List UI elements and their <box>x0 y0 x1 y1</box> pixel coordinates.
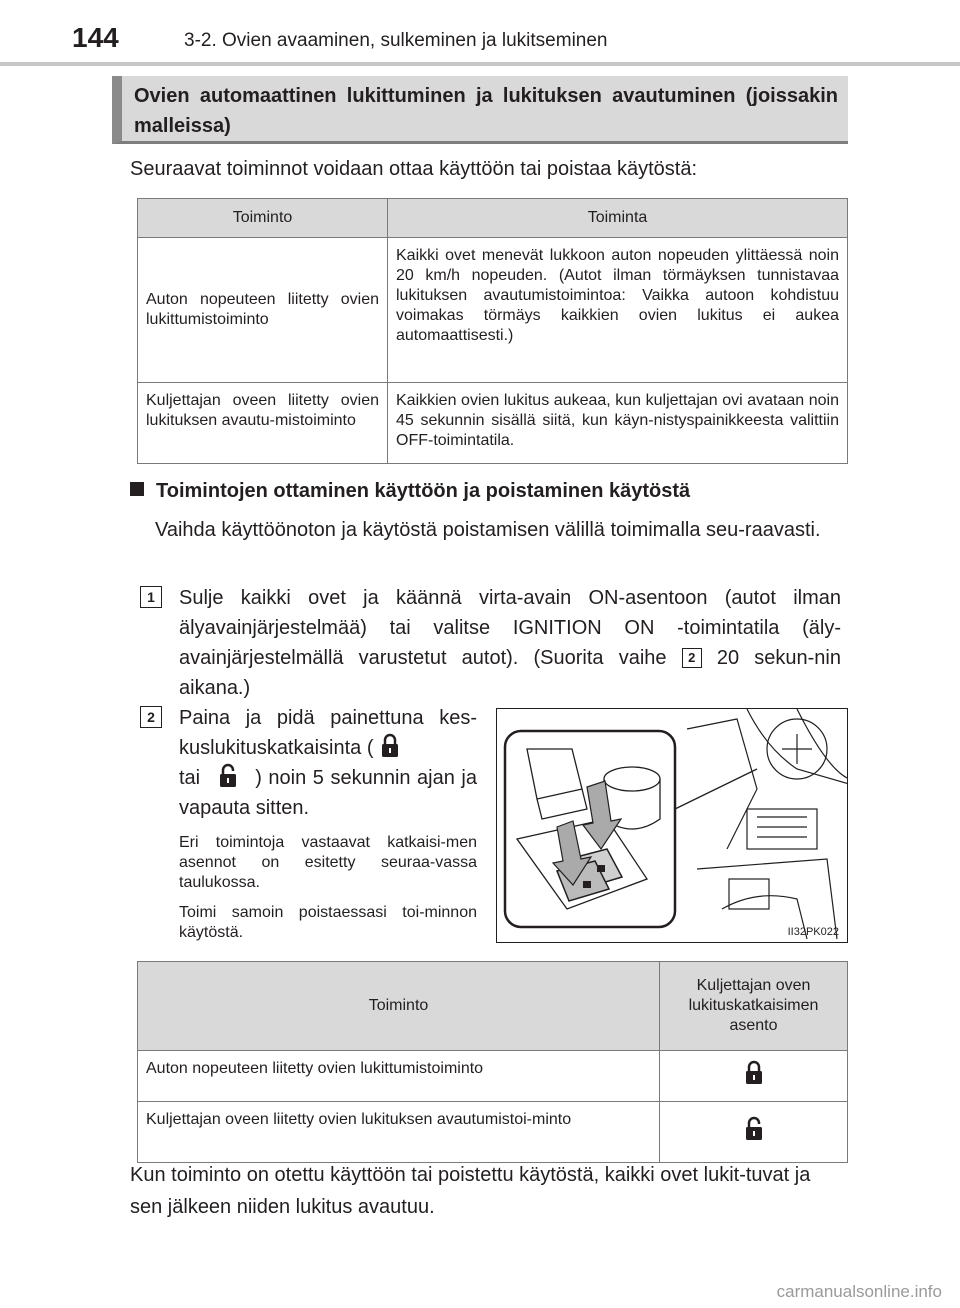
closing-text: Kun toiminto on otettu käyttöön tai poistettu käytöstä, kaikki ovet lukit-tuvat ja sen jälkeen niiden lukitus avautuu. <box>130 1164 811 1218</box>
switch-position-table <box>137 961 848 1163</box>
table-header-switch-position: Kuljettajan oven lukituskatkaisimen asento <box>660 962 848 1051</box>
lock-closed-icon <box>743 1060 765 1086</box>
door-lock-switch-illustration <box>496 708 848 943</box>
lock-closed-icon <box>379 733 401 759</box>
step-number-2: 2 <box>140 706 162 728</box>
subheading: Toimintojen ottaminen käyttöön ja poistaminen käytöstä <box>130 480 690 503</box>
table-header-operation: Toiminta <box>388 199 848 238</box>
table-cell-function: Auton nopeuteen liitetty ovien lukittumistoiminto <box>138 1051 660 1102</box>
intro-text: Seuraavat toiminnot voidaan ottaa käyttöön tai poistaa käytöstä: <box>130 158 698 180</box>
table-row <box>138 383 848 464</box>
table-header-function: Toiminto <box>138 962 660 1051</box>
table-row <box>138 1102 848 1163</box>
table-cell-icon <box>660 1102 848 1163</box>
table-cell-operation: Kaikki ovet menevät lukkoon auton nopeuden ylittäessä noin 20 km/h nopeuden. (Autot ilman törmäyksen tunnistavaa lukituksen avautumistoimintoa: Vaikka autoon kohdistuu voimakas törmäys kaikkien ovien lukitus ei aukea automaattisesti.) <box>388 238 848 383</box>
functions-table <box>137 198 848 464</box>
watermark: carmanualsonline.info <box>776 1282 942 1301</box>
table-cell-function: Kuljettajan oveen liitetty ovien lukituksen avautumistoi-minto <box>138 1102 660 1163</box>
step-reference: 2 <box>682 648 702 668</box>
lock-open-icon <box>217 763 239 789</box>
table-cell-function: Auton nopeuteen liitetty ovien lukittumistoiminto <box>138 238 388 383</box>
page-number: 144 <box>72 22 119 53</box>
dashboard-drawing <box>497 709 848 943</box>
note-text: Toimi samoin poistaessasi toi-minnon käytöstä. <box>179 904 477 941</box>
section-title: Ovien automaattinen lukittuminen ja lukituksen avautuminen (joissakin malleissa) <box>112 76 848 144</box>
header-divider <box>0 62 960 66</box>
table-cell-operation: Kaikkien ovien lukitus aukeaa, kun kuljettajan ovi avataan noin 45 sekunnin sisällä siitä, kun käyn-nistyspainikkeesta valittiin OFF-toimintatila. <box>388 383 848 464</box>
instruction-paragraph: Vaihda käyttöönoton ja käytöstä poistamisen välillä toimimalla seu-raavasti. <box>155 519 821 541</box>
bullet-square-icon <box>130 482 144 496</box>
figure-code: II32PK022 <box>787 926 839 938</box>
step-number-1: 1 <box>140 586 162 608</box>
step1-text: Sulje kaikki ovet ja käännä virta-avain ON-asentoon (autot ilman älyavainjärjestelmää) tai valitse IGNITION ON -toimintatila (äly-avainjärjestelmällä varustetut autot). (Suorita vaihe 2 20 sekun-nin aikana.) <box>179 587 841 699</box>
table-cell-function: Kuljettajan oveen liitetty ovien lukituksen avautu-mistoiminto <box>138 383 388 464</box>
table-row <box>138 238 848 383</box>
chapter-title: 3-2. Ovien avaaminen, sulkeminen ja lukitseminen <box>184 30 608 51</box>
note-text: Eri toimintoja vastaavat katkaisi-men asennot on esitetty seuraa-vassa taulukossa. <box>179 834 477 891</box>
step2-text: Paina ja pidä painettuna kes-kuslukituskatkaisinta ( tai ) noin 5 sekunnin ajan ja vapauta sitten. Eri toimintoja vastaavat katkaisi-men asennot on esitetty seuraa-vassa taulukossa. Toimi samoin poistaessasi toi-minnon käytöstä. <box>179 707 477 941</box>
table-row <box>138 1051 848 1102</box>
lock-open-icon <box>743 1116 765 1142</box>
table-cell-icon <box>660 1051 848 1102</box>
table-header-function: Toiminto <box>138 199 388 238</box>
